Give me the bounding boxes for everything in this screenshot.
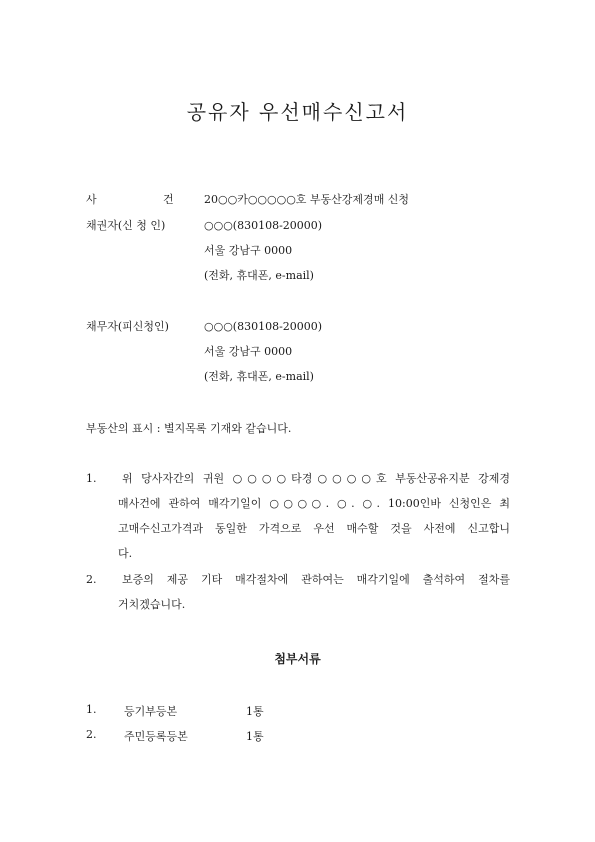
item-line: 다. [118,547,133,560]
attachment-number: 1. [86,703,97,716]
debtor-contact: (전화, 휴대폰, e-mail) [204,370,314,383]
item-body [118,497,510,511]
creditor-address: 서울 강남구 0000 [204,244,293,257]
debtor-name: ○○○(830108-20000) [204,320,323,333]
attachments-title: 첨부서류 [274,652,321,666]
item-line: 매사건에 관하여 매각기일이 ○○○○. ○. ○. 10:00인바 신청인은 최 [118,497,510,510]
case-value: 20○○카○○○○○호 부동산강제경매 신청 [204,193,410,206]
creditor-contact: (전화, 휴대폰, e-mail) [204,269,314,282]
attachment-quantity: 1통 [246,705,264,718]
item-body [118,522,510,536]
item-number: 1. [86,472,97,485]
item-body [118,573,510,587]
debtor-label: 채무자(피신청인) [86,320,169,333]
item-line: 보증의 제공 기타 매각절차에 관하여는 매각기일에 출석하여 절차를 [122,573,510,586]
item-line: 고매수신고가격과 동일한 가격으로 우선 매수할 것을 사전에 신고합니 [118,522,510,535]
creditor-name: ○○○(830108-20000) [204,219,323,232]
attachment-number: 2. [86,728,97,741]
debtor-address: 서울 강남구 0000 [204,345,293,358]
item-body [118,472,510,486]
document-title: 공유자 우선매수신고서 [186,100,409,124]
property-statement: 부동산의 표시 : 별지목록 기재와 같습니다. [86,422,292,435]
case-label-right: 건 [163,193,174,206]
attachment-quantity: 1통 [246,730,264,743]
attachment-name: 주민등록등본 [124,730,188,743]
attachment-name: 등기부등본 [124,705,178,718]
item-line: 위 당사자간의 귀원 ○○○○타경○○○○호 부동산공유지분 강제경 [122,472,510,485]
item-number: 2. [86,573,97,586]
creditor-label: 채권자(신 청 인) [86,219,166,232]
case-label-left: 사 [86,193,97,206]
item-line: 거치겠습니다. [118,598,186,611]
